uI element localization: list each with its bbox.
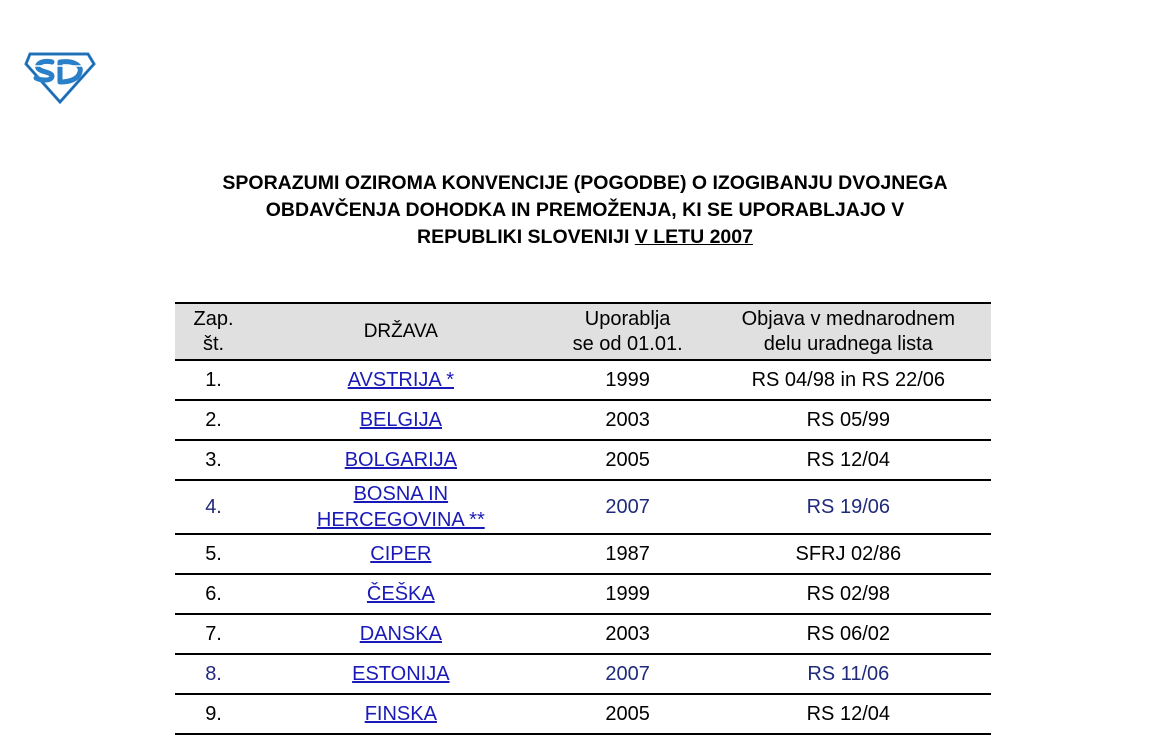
row-number: 9. [175,694,252,734]
table-row [175,654,991,694]
table-row [175,400,991,440]
country-link[interactable]: ESTONIJA [352,663,450,685]
header-number: Zap. št. [175,303,252,360]
row-number: 1. [175,360,252,400]
country-link[interactable]: FINSKA [364,703,437,725]
publication-cell: RS 12/04 [706,440,991,480]
country-link[interactable]: BOSNA IN HERCEGOVINA ** [316,483,485,531]
country-cell [252,574,550,614]
publication-cell: RS 06/02 [706,614,991,654]
publication-cell: RS 04/98 in RS 22/06 [706,360,991,400]
country-cell [252,480,550,534]
publication-cell: RS 05/99 [706,400,991,440]
publication-cell: RS 11/06 [706,654,991,694]
header-year: Uporablja se od 01.01. [550,303,706,360]
header-publication: Objava v mednarodnem delu uradnega lista [706,303,991,360]
title-line-3 [100,224,1070,251]
table-row [175,534,991,574]
publication-cell: RS 19/06 [706,480,991,534]
country-cell [252,360,550,400]
country-link[interactable]: BOLGARIJA [344,449,457,471]
country-link[interactable]: AVSTRIJA * [347,369,454,391]
row-number: 7. [175,614,252,654]
table-row [175,694,991,734]
year-cell: 2005 [550,694,706,734]
title-year-underlined: V LETU 2007 [634,226,753,248]
year-cell: 2003 [550,614,706,654]
table-row [175,574,991,614]
publication-cell: SFRJ 02/86 [706,534,991,574]
title-line-1: SPORAZUMI OZIROMA KONVENCIJE (POGODBE) O IZOGIBANJU DVOJNEGA [222,172,948,194]
row-number: 8. [175,654,252,694]
row-number: 2. [175,400,252,440]
country-cell [252,694,550,734]
table-row [175,480,991,534]
treaty-table [175,302,991,735]
title-line-2: OBDAVČENJA DOHODKA IN PREMOŽENJA, KI SE UPORABLJAJO V [265,199,905,221]
publication-cell: RS 02/98 [706,574,991,614]
table-row [175,360,991,400]
year-cell: 1999 [550,360,706,400]
year-cell: 2007 [550,480,706,534]
publication-cell: RS 12/04 [706,694,991,734]
row-number: 6. [175,574,252,614]
country-link[interactable]: ČEŠKA [366,583,435,605]
table-row [175,614,991,654]
title-line-3-prefix: REPUBLIKI SLOVENIJI [417,226,630,248]
sd-logo-icon [22,48,96,104]
country-cell [252,654,550,694]
country-link[interactable]: DANSKA [359,623,442,645]
year-cell: 2003 [550,400,706,440]
row-number: 3. [175,440,252,480]
country-link[interactable]: CIPER [370,543,432,565]
document-title [100,170,1070,251]
year-cell: 2007 [550,654,706,694]
country-cell [252,440,550,480]
country-link[interactable]: BELGIJA [359,409,442,431]
row-number: 5. [175,534,252,574]
row-number: 4. [175,480,252,534]
year-cell: 2005 [550,440,706,480]
header-country: DRŽAVA [252,303,550,360]
year-cell: 1999 [550,574,706,614]
country-cell [252,400,550,440]
year-cell: 1987 [550,534,706,574]
table-row [175,440,991,480]
table-header-row [175,303,991,360]
country-cell [252,614,550,654]
country-cell [252,534,550,574]
